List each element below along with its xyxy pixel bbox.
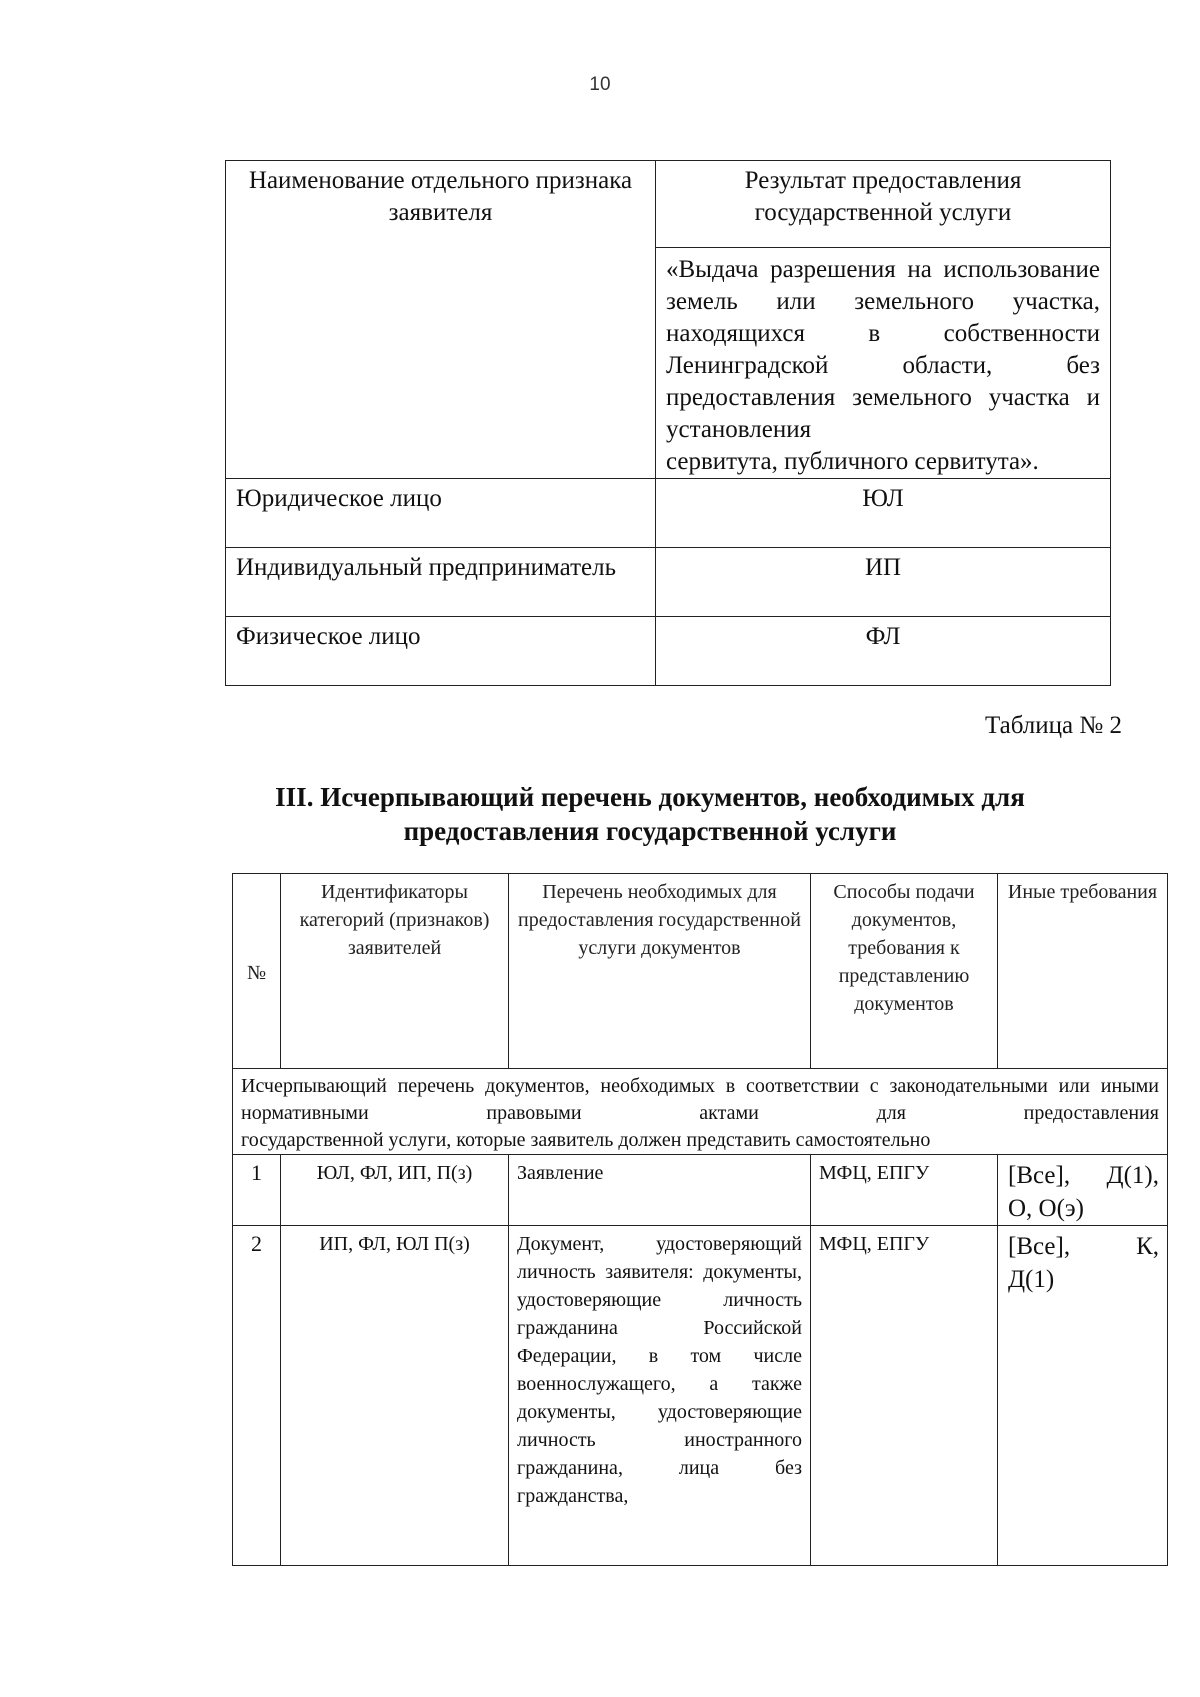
table-row	[226, 617, 1111, 686]
section-heading-line-1: III. Исчерпывающий перечень документов, необходимых для	[275, 782, 1025, 812]
header-documents: Перечень необходимых для предоставления государственной услуги документов	[509, 874, 811, 1069]
exhaustive-list-text: Исчерпывающий перечень документов, необходимых в соответствии с законодательными или иными нормативными правовыми актами для предоставления	[241, 1075, 1159, 1124]
row-other-requirements	[998, 1155, 1168, 1226]
row-number: 2	[233, 1226, 281, 1566]
table-row	[226, 548, 1111, 617]
service-result-text: «Выдача разрешения на использование земель или земельного участка, находящихся в собственности Ленинградской области, без предоставления земельного участка и установления	[666, 256, 1100, 443]
header-other-requirements: Иные требования	[998, 874, 1168, 1069]
table-row	[226, 479, 1111, 548]
row-other-requirements	[998, 1226, 1168, 1566]
row-other-text: [Все], Д(1),	[1008, 1162, 1159, 1189]
service-result-text-end: сервитута, публичного сервитута».	[666, 448, 1039, 475]
row-label: Индивидуальный предприниматель	[226, 548, 656, 617]
header-identifiers: Идентификаторы категорий (признаков) заявителей	[281, 874, 509, 1069]
row-other-text-end: Д(1)	[1008, 1266, 1055, 1293]
row-other-text-end: О, О(э)	[1008, 1195, 1084, 1222]
documents-table	[232, 873, 1168, 1566]
exhaustive-list-note	[233, 1069, 1168, 1155]
page-number: 10	[589, 74, 611, 95]
row-identifiers: ЮЛ, ФЛ, ИП, П(з)	[281, 1155, 509, 1226]
section-heading	[225, 780, 1075, 848]
row-methods: МФЦ, ЕПГУ	[811, 1155, 998, 1226]
service-result-description	[656, 248, 1111, 479]
row-document: Заявление	[509, 1155, 811, 1226]
row-identifiers: ИП, ФЛ, ЮЛ П(з)	[281, 1226, 509, 1566]
row-value: ЮЛ	[656, 479, 1111, 548]
header-service-result: Результат предоставления государственной услуги	[656, 161, 1111, 248]
header-methods: Способы подачи документов, требования к представлению документов	[811, 874, 998, 1069]
row-number: 1	[233, 1155, 281, 1226]
row-document: Документ, удостоверяющий личность заявителя: документы, удостоверяющие личность гражданина Российской Федерации, в том числе военнослужащего, а также документы, удостоверяющие личность иностранного гражданина, лица без гражданства,	[509, 1226, 811, 1566]
header-number: №	[233, 874, 281, 1069]
row-label: Юридическое лицо	[226, 479, 656, 548]
row-methods: МФЦ, ЕПГУ	[811, 1226, 998, 1566]
row-label: Физическое лицо	[226, 617, 656, 686]
table-row	[233, 1155, 1168, 1226]
table-row	[233, 1226, 1168, 1566]
row-value: ФЛ	[656, 617, 1111, 686]
row-other-text: [Все], К,	[1008, 1233, 1159, 1260]
applicant-result-table	[225, 160, 1111, 686]
section-heading-line-2: предоставления государственной услуги	[403, 816, 897, 846]
row-value: ИП	[656, 548, 1111, 617]
table-caption: Таблица № 2	[984, 712, 1122, 739]
exhaustive-list-text-end: государственной услуги, которые заявитель должен представить самостоятельно	[241, 1129, 931, 1151]
header-applicant-attribute: Наименование отдельного признака заявителя	[226, 161, 656, 479]
